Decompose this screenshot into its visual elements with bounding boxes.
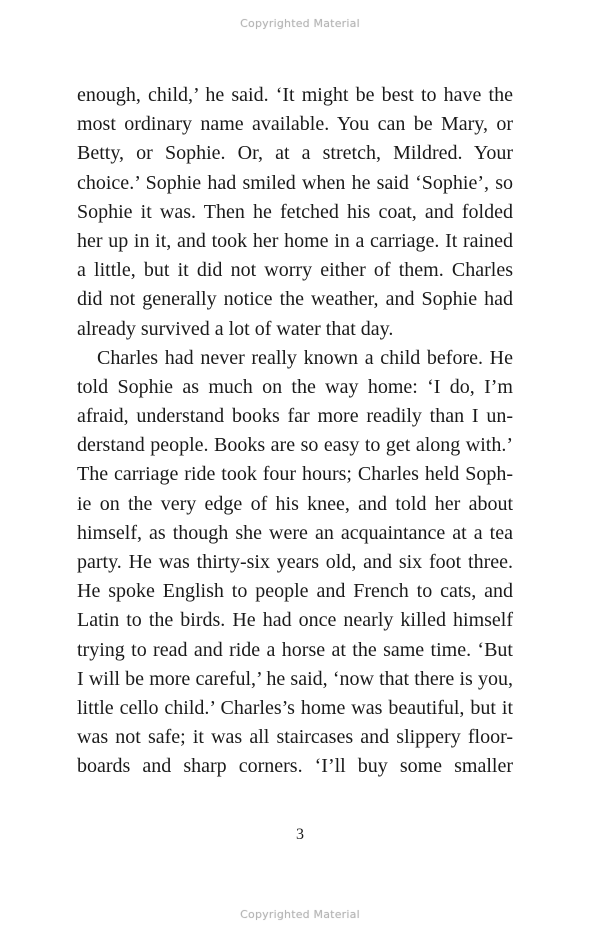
text-line: choice.’ Sophie had smiled when he said ‘Sophie’, so: [77, 171, 513, 194]
text-line: little cello child.’ Charles’s home was beautiful, but it: [77, 696, 513, 719]
text-line: I will be more careful,’ he said, ‘now that there is you,: [77, 667, 513, 690]
text-line: was not safe; it was all staircases and slippery floor-: [77, 726, 513, 749]
text-line: Charles had never really known a child before. He: [97, 346, 513, 369]
text-line: party. He was thirty-six years old, and six foot three.: [77, 551, 513, 573]
copyright-watermark-top: Copyrighted Material: [240, 17, 360, 30]
text-line: Betty, or Sophie. Or, at a stretch, Mildred. Your: [77, 142, 513, 165]
text-line: her up in it, and took her home in a carriage. It rained: [77, 229, 513, 252]
copyright-watermark-bottom: Copyrighted Material: [240, 908, 360, 921]
text-line: already survived a lot of water that day.: [77, 317, 394, 340]
body-text: [77, 81, 513, 782]
text-line: Latin to the birds. He had once nearly killed himself: [77, 609, 513, 632]
text-line: a little, but it did not worry either of them. Charles: [77, 259, 513, 282]
paragraph-1: [77, 81, 513, 344]
text-line: did not generally notice the weather, and Sophie had: [77, 288, 513, 311]
text-line: himself, as though she were an acquaintance at a tea: [77, 521, 513, 544]
text-line: told Sophie as much on the way home: ‘I do, I’m: [77, 375, 513, 398]
text-line: most ordinary name available. You can be Mary, or: [77, 113, 513, 136]
text-line: He spoke English to people and French to cats, and: [77, 580, 513, 603]
text-line: enough, child,’ he said. ‘It might be best to have the: [77, 84, 513, 106]
page-number: 3: [296, 826, 304, 843]
text-line: Sophie it was. Then he fetched his coat, and folded: [77, 200, 513, 223]
paragraph-2: [77, 344, 513, 782]
text-line: trying to read and ride a horse at the same time. ‘But: [77, 638, 513, 661]
text-line: The carriage ride took four hours; Charles held Soph-: [77, 463, 513, 486]
text-line: boards and sharp corners. ‘I’ll buy some smaller: [77, 755, 513, 778]
text-line: ie on the very edge of his knee, and told her about: [77, 492, 513, 515]
text-line: afraid, understand books far more readily than I un-: [77, 405, 513, 428]
text-line: derstand people. Books are so easy to get along with.’: [77, 434, 513, 457]
